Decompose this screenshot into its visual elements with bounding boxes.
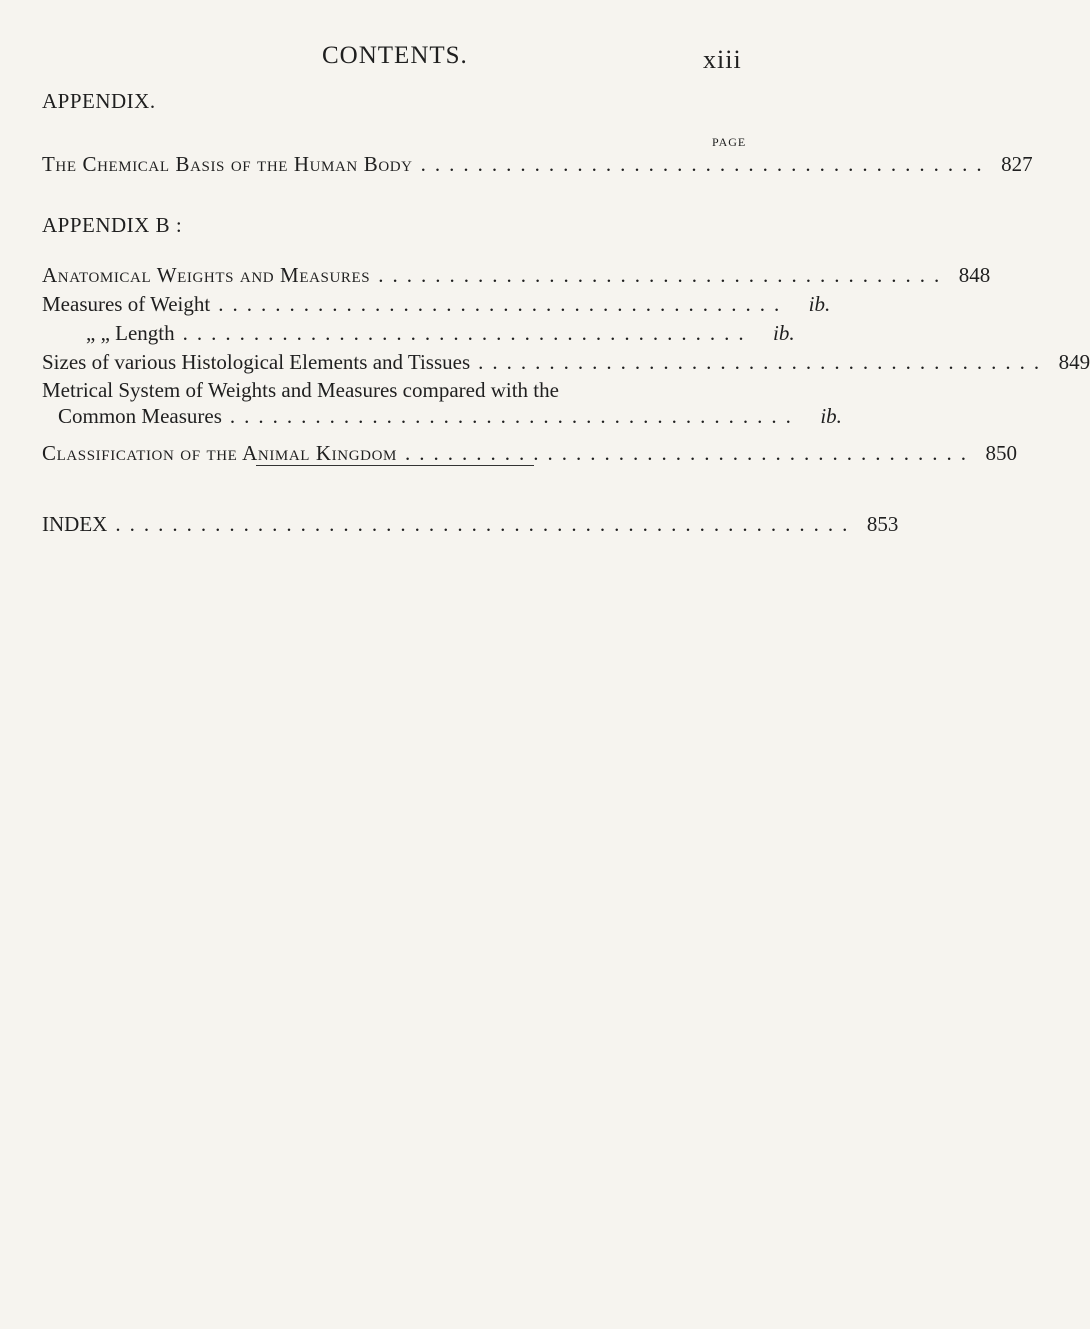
toc-entry[interactable] [42,350,1090,375]
divider-rule [256,465,534,466]
leader-dots: ........................................ [478,350,1049,374]
toc-entry-label: The Chemical Basis of the Human Body [42,152,413,176]
toc-entry-label: Anatomical Weights and Measures [42,263,371,287]
toc-entry-page: 853 [866,512,899,536]
toc-entry-page: ib. [820,404,842,428]
toc-entry-label: Common Measures [58,404,222,428]
running-head-page-number: xiii [703,45,742,74]
leader-dots: .................................................... [115,512,857,536]
toc-entry[interactable] [42,152,1033,177]
leader-dots: ........................................ [229,404,800,428]
toc-entry-page: ib. [773,321,795,345]
leader-dots: ........................................ [404,441,975,465]
toc-entry-label: INDEX [42,512,108,536]
toc-entry[interactable] [42,263,991,288]
toc-entry[interactable] [42,512,899,537]
appendix-heading: APPENDIX. [42,89,156,113]
toc-entry-page: 850 [985,441,1017,465]
toc-entry-page: 827 [1001,152,1033,176]
toc-entry-page: 849 [1058,350,1090,374]
leader-dots: ........................................ [378,263,949,287]
appendix-b-heading: APPENDIX B : [42,213,183,237]
running-head-title: CONTENTS. [322,42,468,69]
toc-entry[interactable] [58,404,842,429]
toc-entry-label: Metrical System of Weights and Measures compared with the [42,378,559,402]
leader-dots: ........................................ [218,292,789,316]
page-column-label: PAGE [712,135,747,149]
toc-entry-label: Classification of the Animal Kingdom [42,441,397,465]
toc-entry-page: 848 [958,263,991,287]
leader-dots: ........................................ [420,152,991,176]
toc-entry-page: ib. [808,292,831,316]
toc-entry-label: Sizes of various Histological Elements and Tissues [42,350,471,374]
toc-entry-label: Measures of Weight [42,292,211,316]
toc-entry[interactable] [86,321,795,346]
toc-entry[interactable] [42,292,831,317]
toc-entry[interactable] [42,441,1017,466]
leader-dots: ........................................ [182,321,753,345]
toc-entry-label: „ „ Length [86,321,175,345]
